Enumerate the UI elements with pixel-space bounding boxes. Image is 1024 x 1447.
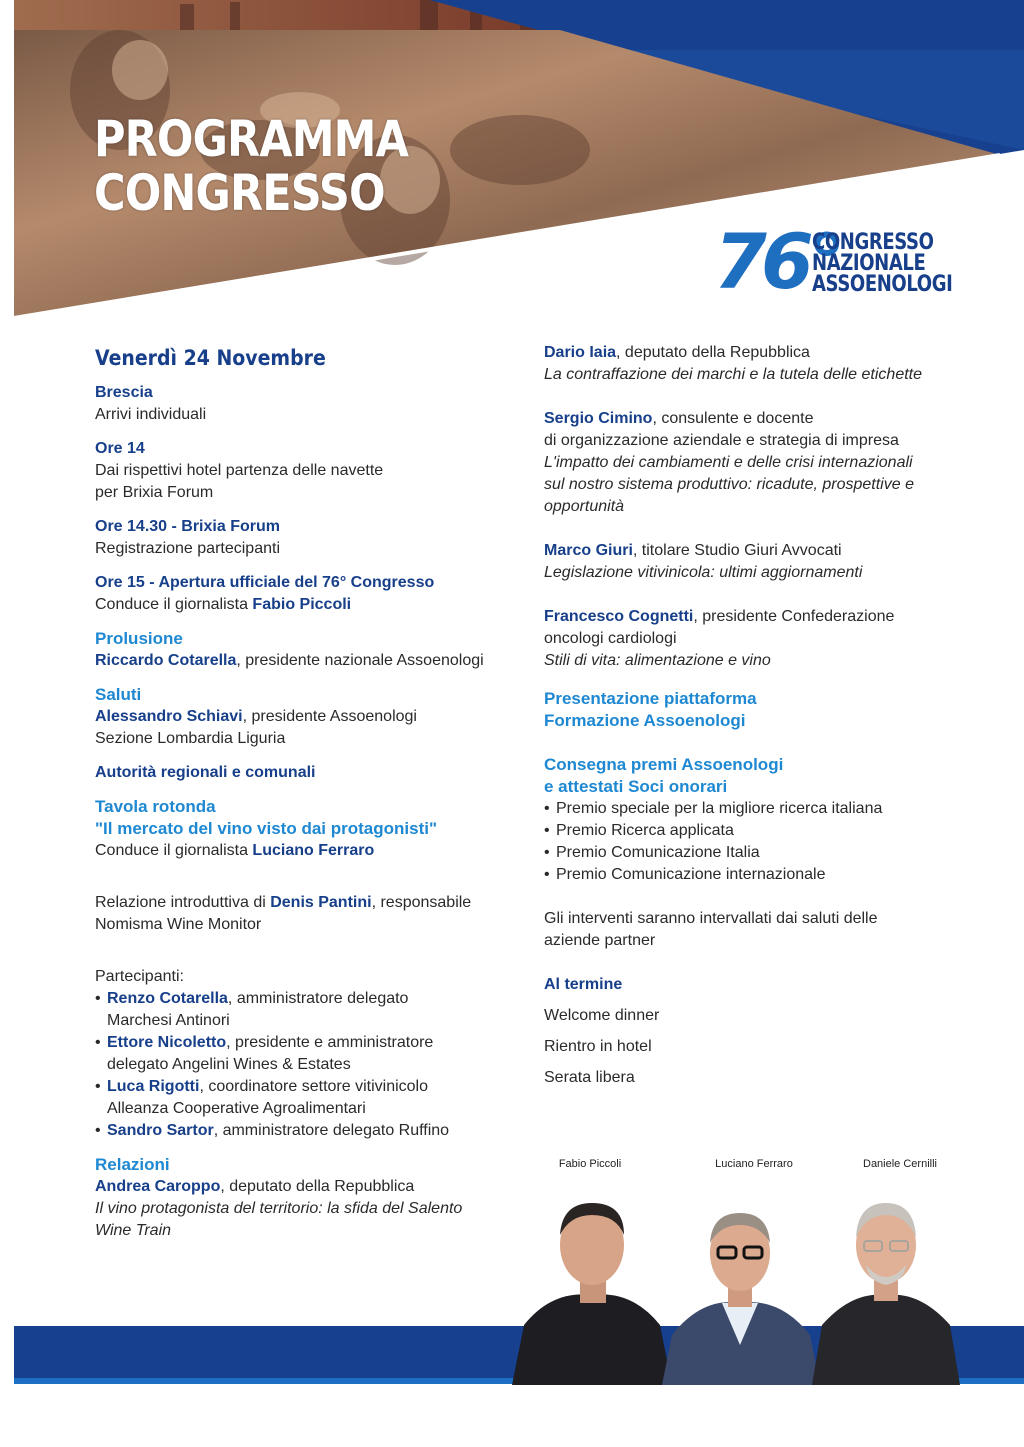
iaia-line xyxy=(544,342,964,364)
relazione-block xyxy=(95,892,515,936)
ore15-name: Fabio Piccoli xyxy=(252,596,352,613)
list-item: • Premio Comunicazione internazionale xyxy=(544,864,964,886)
partecipanti-list xyxy=(95,988,515,1142)
cimino-name: Sergio Cimino xyxy=(544,410,653,427)
piattaforma-line-1: Presentazione piattaforma xyxy=(544,689,757,708)
participant-company: Marchesi Antinori xyxy=(107,1012,230,1029)
logo-line-2: NAZIONALE xyxy=(812,251,926,276)
relazioni-name: Andrea Caroppo xyxy=(95,1178,221,1195)
iaia-name: Dario Iaia xyxy=(544,344,617,361)
relazione-line-2: Nomisma Wine Monitor xyxy=(95,916,262,933)
autorita-title: Autorità regionali e comunali xyxy=(95,764,316,781)
prolusione-title: Prolusione xyxy=(95,629,183,648)
ore14-title: Ore 14 xyxy=(95,440,145,457)
ore15-title: Ore 15 - Apertura ufficiale del 76° Congresso xyxy=(95,574,435,591)
logo-line-1: CONGRESSO xyxy=(812,230,934,255)
participant-name: Sandro Sartor xyxy=(107,1122,214,1139)
giuri-topic: Legislazione vitivinicola: ultimi aggiornamenti xyxy=(544,564,863,581)
relazione-text-2: , responsabile xyxy=(371,894,472,911)
speaker-names xyxy=(520,1158,980,1178)
list-item xyxy=(95,1120,515,1142)
ore1430-block xyxy=(95,516,515,560)
cimino-line xyxy=(544,408,964,430)
cimino-topic-1: L'impatto dei cambiamenti e delle crisi internazionali xyxy=(544,454,913,471)
header-banner xyxy=(0,0,1024,330)
ore1430-text: Registrazione partecipanti xyxy=(95,540,280,557)
title-line-1: PROGRAMMA xyxy=(94,110,408,168)
relazioni-line xyxy=(95,1176,515,1198)
cognetti-name: Francesco Cognetti xyxy=(544,608,694,625)
speaker-portrait-2 xyxy=(662,1213,820,1385)
saluti-title: Saluti xyxy=(95,685,142,704)
ore14-block xyxy=(95,438,515,504)
tavola-subtitle: "Il mercato del vino visto dai protagonisti" xyxy=(95,819,438,838)
speaker-photos xyxy=(512,1185,992,1415)
speaker-portrait-3 xyxy=(812,1203,960,1385)
program-right-column xyxy=(544,342,964,1101)
termine-title: Al termine xyxy=(544,976,623,993)
iaia-text: , deputato della Repubblica xyxy=(616,344,810,361)
giuri-name: Marco Giuri xyxy=(544,542,633,559)
cimino-text: , consulente e docente xyxy=(652,410,814,427)
cognetti-line-2: oncologi cardiologi xyxy=(544,630,677,647)
relazioni-topic-1: Il vino protagonista del territorio: la sfida del Salento xyxy=(95,1200,463,1217)
prolusione-line xyxy=(95,650,515,672)
premi-line-1: Consegna premi Assoenologi xyxy=(544,755,784,774)
piattaforma-line-2: Formazione Assoenologi xyxy=(544,711,746,730)
page-title xyxy=(94,112,408,220)
cimino-block xyxy=(544,408,964,518)
logo-number: 76° xyxy=(714,217,840,306)
prolusione-text: , presidente nazionale Assoenologi xyxy=(236,652,484,669)
termine-block xyxy=(544,974,964,1089)
premi-block xyxy=(544,754,964,886)
participant-role: , amministratore delegato Ruffino xyxy=(213,1122,450,1139)
ore15-line xyxy=(95,594,515,616)
brescia-title: Brescia xyxy=(95,384,153,401)
tavola-name: Luciano Ferraro xyxy=(252,842,375,859)
interventi-line-1: Gli interventi saranno intervallati dai saluti delle xyxy=(544,910,878,927)
speaker-portraits xyxy=(512,1185,992,1385)
saluti-line xyxy=(95,706,515,728)
participant-name: Renzo Cotarella xyxy=(107,990,228,1007)
premi-list xyxy=(544,798,964,886)
relazioni-text: , deputato della Repubblica xyxy=(220,1178,415,1195)
brescia-block xyxy=(95,382,515,426)
autorita-block xyxy=(95,762,515,784)
speaker-name: Daniele Cernilli xyxy=(863,1158,937,1170)
ore15-text: Conduce il giornalista xyxy=(95,596,253,613)
partecipanti-block xyxy=(95,966,515,1142)
relazione-name: Denis Pantini xyxy=(270,894,372,911)
speaker-name: Luciano Ferraro xyxy=(715,1158,793,1170)
premi-line-2: e attestati Soci onorari xyxy=(544,777,728,796)
list-item: • Premio Ricerca applicata xyxy=(544,820,964,842)
title-line-2: CONGRESSO xyxy=(94,164,385,222)
saluti-line-2: Sezione Lombardia Liguria xyxy=(95,730,286,747)
tavola-text: Conduce il giornalista xyxy=(95,842,253,859)
ore14-line-2: per Brixia Forum xyxy=(95,484,214,501)
list-item xyxy=(95,1076,515,1120)
tavola-block xyxy=(95,796,515,862)
participant-company: delegato Angelini Wines & Estates xyxy=(107,1056,351,1073)
logo-text xyxy=(812,232,976,295)
participant-name: Ettore Nicoletto xyxy=(107,1034,227,1051)
piattaforma-block xyxy=(544,688,964,732)
iaia-block xyxy=(544,342,964,386)
termine-item: Rientro in hotel xyxy=(544,1038,652,1055)
relazioni-topic-2: Wine Train xyxy=(95,1222,172,1239)
cognetti-topic: Stili di vita: alimentazione e vino xyxy=(544,652,771,669)
program-left-column xyxy=(95,342,515,1254)
prolusione-block xyxy=(95,628,515,672)
saluti-name: Alessandro Schiavi xyxy=(95,708,243,725)
relazione-text: Relazione introduttiva di xyxy=(95,894,271,911)
list-item: • Premio speciale per la migliore ricerca italiana xyxy=(544,798,964,820)
termine-item: Serata libera xyxy=(544,1069,635,1086)
participant-name: Luca Rigotti xyxy=(107,1078,200,1095)
partecipanti-label: Partecipanti: xyxy=(95,968,184,985)
giuri-line xyxy=(544,540,964,562)
ore1430-title: Ore 14.30 - Brixia Forum xyxy=(95,518,280,535)
ore15-block xyxy=(95,572,515,616)
saluti-block xyxy=(95,684,515,750)
participant-role: , presidente e amministratore xyxy=(226,1034,434,1051)
interventi-block xyxy=(544,908,964,952)
giuri-text: , titolare Studio Giuri Avvocati xyxy=(632,542,842,559)
cognetti-block xyxy=(544,606,964,672)
tavola-line xyxy=(95,840,515,862)
day-heading: Venerdì 24 Novembre xyxy=(95,346,326,370)
giuri-block xyxy=(544,540,964,584)
participant-company: Alleanza Cooperative Agroalimentari xyxy=(107,1100,366,1117)
interventi-line-2: aziende partner xyxy=(544,932,656,949)
tavola-title: Tavola rotonda xyxy=(95,797,216,816)
prolusione-name: Riccardo Cotarella xyxy=(95,652,237,669)
relazioni-title: Relazioni xyxy=(95,1155,170,1174)
cimino-topic-2: sul nostro sistema produttivo: ricadute, prospettive e xyxy=(544,476,914,493)
speaker-name: Fabio Piccoli xyxy=(558,1158,622,1170)
cognetti-line xyxy=(544,606,964,628)
participant-role: , coordinatore settore vitivinicolo xyxy=(199,1078,428,1095)
iaia-topic: La contraffazione dei marchi e la tutela delle etichette xyxy=(544,366,923,383)
list-item xyxy=(95,988,515,1032)
speaker-portrait-1 xyxy=(512,1203,672,1385)
termine-item: Welcome dinner xyxy=(544,1007,660,1024)
cognetti-text: , presidente Confederazione xyxy=(693,608,895,625)
list-item: • Premio Comunicazione Italia xyxy=(544,842,964,864)
brescia-text: Arrivi individuali xyxy=(95,406,207,423)
relazione-line xyxy=(95,892,515,914)
saluti-text: , presidente Assoenologi xyxy=(242,708,417,725)
logo-line-3: ASSOENOLOGI xyxy=(812,272,953,297)
cimino-line-2: di organizzazione aziendale e strategia di impresa xyxy=(544,432,899,449)
participant-role: , amministratore delegato xyxy=(227,990,409,1007)
relazioni-block xyxy=(95,1154,515,1242)
cimino-topic-3: opportunità xyxy=(544,498,625,515)
ore14-line-1: Dai rispettivi hotel partenza delle navette xyxy=(95,462,384,479)
list-item xyxy=(95,1032,515,1076)
